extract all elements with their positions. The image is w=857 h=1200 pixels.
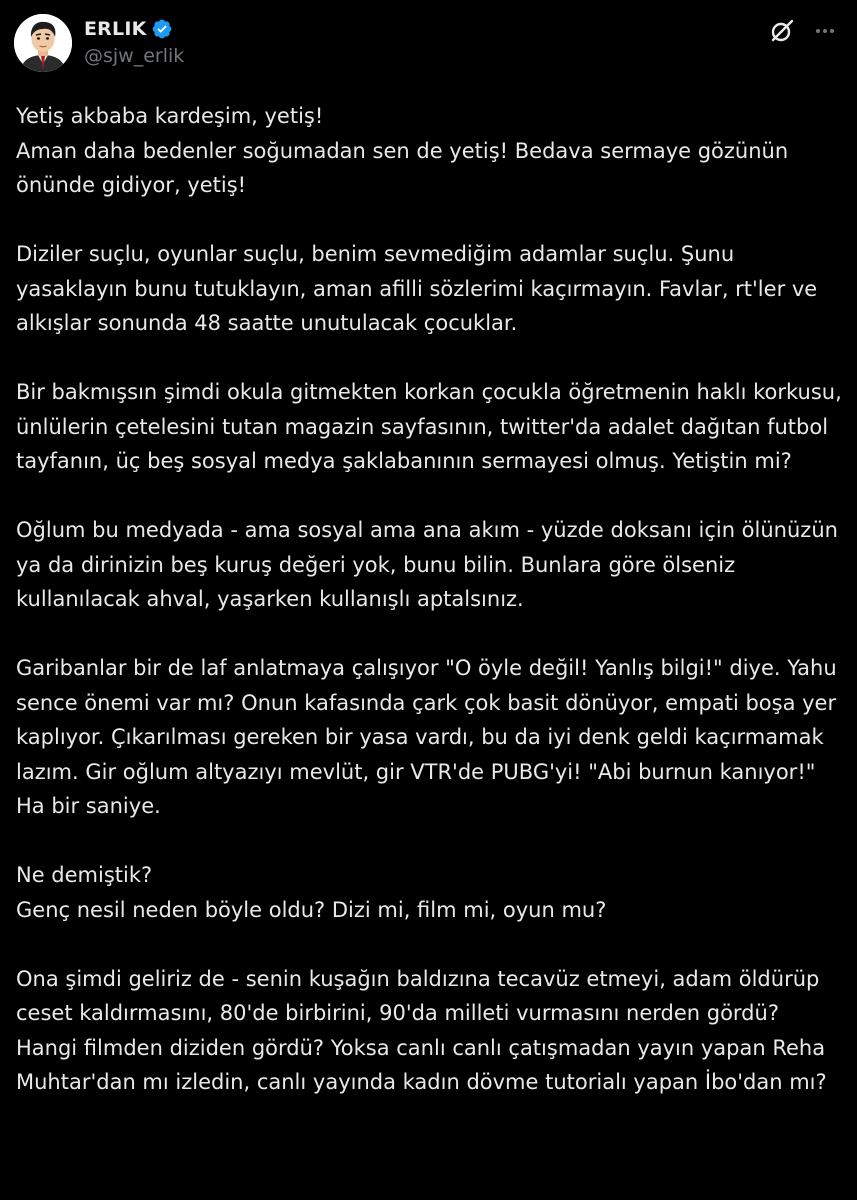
tweet-paragraph: Yetiş akbaba kardeşim, yetiş! Aman daha bedenler soğumadan sen de yetiş! Bedava sermaye gözünün önünde gidiyor, yetiş! xyxy=(16,104,789,197)
tweet-paragraph: Garibanlar bir de laf anlatmaya çalışıyor "O öyle değil! Yanlış bilgi!" diye. Yahu sence önemi var mı? Onun kafasında çark çok basit dönüyor, empati boşa yer kaplıyor. Çıkarılması gereken bir yasa vardı, bu da iyi denk geldi kaçırmamak lazım. Gir oğlum altyazıyı mevlüt, gir VTR'de PUBG'yi! "Abi burnun kanıyor!" Ha bir saniye. xyxy=(16,656,837,818)
verified-badge-icon xyxy=(151,18,173,40)
author-display-name[interactable]: ERLIK xyxy=(84,18,147,40)
tweet-header xyxy=(14,12,843,76)
author-identity xyxy=(84,16,184,67)
tweet-text xyxy=(16,99,846,1100)
author-handle[interactable]: @sjw_erlik xyxy=(84,45,185,67)
author-name-row xyxy=(84,16,184,42)
tweet-paragraph: Diziler suçlu, oyunlar suçlu, benim sevmediğim adamlar suçlu. Şunu yasaklayın bunu tutuklayın, aman afilli sözlerimi kaçırmayın. Favlar, rt'ler ve alkışlar sonunda 48 saatte unutulacak çocuklar. xyxy=(16,242,818,335)
tweet-paragraph: Bir bakmışsın şimdi okula gitmekten korkan çocukla öğretmenin haklı korkusu, ünlülerin çetelesini tutan magazin sayfasının, twitter'da adalet dağıtan futbol tayfanın, üç beş sosyal medya şaklabanının sermayesi olmuş. Yetiştin mi? xyxy=(16,380,842,473)
more-options-icon[interactable] xyxy=(813,20,837,42)
tweet-paragraph: Ne demiştik? Genç nesil neden böyle oldu? Dizi mi, film mi, oyun mu? xyxy=(16,863,607,922)
tweet-paragraph: Oğlum bu medyada - ama sosyal ama ana akım - yüzde doksanı için ölünüzün ya da dirinizin beş kuruş değeri yok, bunu bilin. Bunlara göre ölseniz kullanılacak ahval, yaşarken kullanışlı aptalsınız. xyxy=(16,518,838,611)
tweet-paragraph: Ona şimdi geliriz de - senin kuşağın baldızına tecavüz etmeyi, adam öldürüp ceset kaldırmasını, 80'de birbirini, 90'da milleti vurmasını nerden gördü? Hangi filmden diziden gördü? Yoksa canlı canlı çatışmadan yayın yapan Reha Muhtar'dan mı izledin, canlı yayında kadın dövme tutorialı yapan İbo'dan mı? xyxy=(16,966,827,1094)
avatar[interactable] xyxy=(14,14,72,72)
avatar-illustration-icon xyxy=(14,14,72,72)
grok-icon[interactable] xyxy=(769,18,795,44)
